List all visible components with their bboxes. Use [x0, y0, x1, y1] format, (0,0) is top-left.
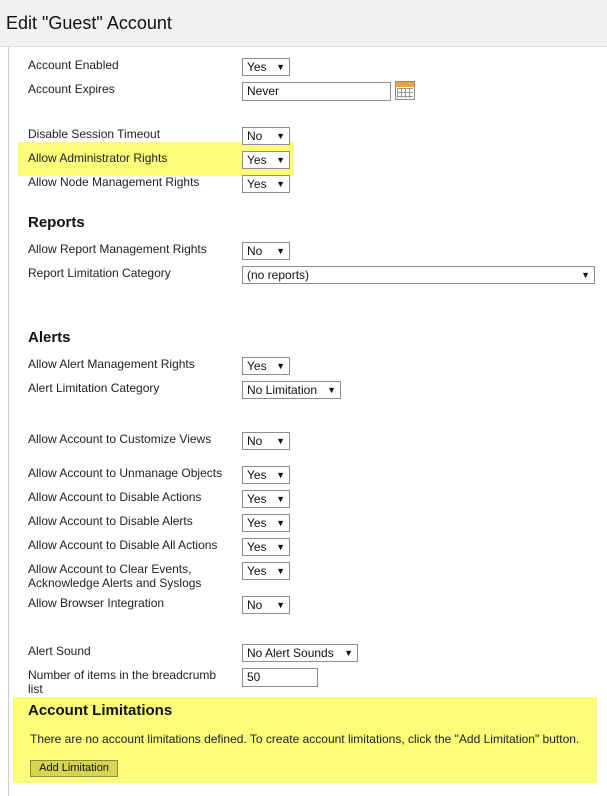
chevron-down-icon: ▼ — [581, 270, 590, 280]
chevron-down-icon: ▼ — [276, 246, 285, 256]
report-limitation-category-value: (no reports) — [247, 268, 310, 282]
account-expires-label: Account Expires — [28, 82, 115, 96]
allow-report-mgmt-value: No — [247, 244, 263, 258]
allow-node-mgmt-label: Allow Node Management Rights — [28, 175, 200, 189]
allow-node-mgmt-select[interactable] — [242, 175, 290, 193]
alert-sound-select[interactable] — [242, 644, 358, 662]
disable-actions-select[interactable] — [242, 490, 290, 508]
clear-events-label-line2: Acknowledge Alerts and Syslogs — [28, 576, 202, 590]
disable-session-timeout-value: No — [247, 129, 263, 143]
page-title: Edit "Guest" Account — [6, 13, 172, 33]
disable-session-timeout-label: Disable Session Timeout — [28, 127, 161, 141]
breadcrumb-items-input[interactable]: 50 — [242, 668, 318, 687]
add-limitation-button[interactable]: Add Limitation — [30, 760, 118, 777]
chevron-down-icon: ▼ — [276, 600, 285, 610]
chevron-down-icon: ▼ — [276, 179, 285, 189]
chevron-down-icon: ▼ — [276, 155, 285, 165]
disable-alerts-select[interactable] — [242, 514, 290, 532]
customize-views-value: No — [247, 434, 263, 448]
chevron-down-icon: ▼ — [276, 62, 285, 72]
alert-sound-value: No Alert Sounds — [247, 646, 334, 660]
allow-node-mgmt-value: Yes — [247, 177, 267, 191]
page-header — [0, 0, 607, 47]
clear-events-value: Yes — [247, 564, 267, 578]
customize-views-label: Allow Account to Customize Views — [28, 432, 212, 446]
account-enabled-value: Yes — [247, 60, 267, 74]
chevron-down-icon: ▼ — [276, 566, 285, 576]
unmanage-objects-select[interactable] — [242, 466, 290, 484]
report-limitation-category-select[interactable] — [242, 266, 595, 284]
allow-report-mgmt-select[interactable] — [242, 242, 290, 260]
allow-admin-rights-label: Allow Administrator Rights — [28, 151, 168, 165]
account-limitations-heading: Account Limitations — [28, 702, 173, 719]
browser-integration-label: Allow Browser Integration — [28, 596, 165, 610]
allow-alert-mgmt-value: Yes — [247, 359, 267, 373]
allow-alert-mgmt-select[interactable] — [242, 357, 290, 375]
breadcrumb-items-label-line1: Number of items in the breadcrumb — [28, 668, 217, 682]
chevron-down-icon: ▼ — [327, 385, 336, 395]
disable-all-actions-label: Allow Account to Disable All Actions — [28, 538, 218, 552]
disable-alerts-value: Yes — [247, 516, 267, 530]
allow-admin-rights-value: Yes — [247, 153, 267, 167]
chevron-down-icon: ▼ — [344, 648, 353, 658]
account-enabled-select[interactable] — [242, 58, 290, 76]
unmanage-objects-value: Yes — [247, 468, 267, 482]
alert-limitation-category-label: Alert Limitation Category — [28, 381, 160, 395]
disable-alerts-label: Allow Account to Disable Alerts — [28, 514, 193, 528]
chevron-down-icon: ▼ — [276, 131, 285, 141]
allow-admin-rights-select[interactable] — [242, 151, 290, 169]
customize-views-select[interactable] — [242, 432, 290, 450]
chevron-down-icon: ▼ — [276, 470, 285, 480]
alert-sound-label: Alert Sound — [28, 644, 91, 658]
disable-all-actions-value: Yes — [247, 540, 267, 554]
chevron-down-icon: ▼ — [276, 542, 285, 552]
chevron-down-icon: ▼ — [276, 436, 285, 446]
unmanage-objects-label: Allow Account to Unmanage Objects — [28, 466, 223, 480]
disable-actions-label: Allow Account to Disable Actions — [28, 490, 202, 504]
disable-actions-value: Yes — [247, 492, 267, 506]
clear-events-select[interactable] — [242, 562, 290, 580]
calendar-icon[interactable] — [395, 81, 415, 100]
disable-all-actions-select[interactable] — [242, 538, 290, 556]
allow-report-mgmt-label: Allow Report Management Rights — [28, 242, 207, 256]
chevron-down-icon: ▼ — [276, 494, 285, 504]
breadcrumb-items-label-line2: list — [28, 682, 43, 696]
alerts-heading: Alerts — [28, 329, 71, 346]
chevron-down-icon: ▼ — [276, 361, 285, 371]
report-limitation-category-label: Report Limitation Category — [28, 266, 171, 280]
clear-events-label-line1: Allow Account to Clear Events, — [28, 562, 192, 576]
account-expires-input[interactable]: Never — [242, 82, 391, 101]
no-limitations-message: There are no account limitations defined. To create account limitations, click the "Add Limitation" button. — [30, 732, 580, 746]
browser-integration-value: No — [247, 598, 263, 612]
reports-heading: Reports — [28, 214, 85, 231]
alert-limitation-category-value: No Limitation — [247, 383, 318, 397]
allow-alert-mgmt-label: Allow Alert Management Rights — [28, 357, 195, 371]
chevron-down-icon: ▼ — [276, 518, 285, 528]
alert-limitation-category-select[interactable] — [242, 381, 341, 399]
account-enabled-label: Account Enabled — [28, 58, 119, 72]
browser-integration-select[interactable] — [242, 596, 290, 614]
disable-session-timeout-select[interactable] — [242, 127, 290, 145]
